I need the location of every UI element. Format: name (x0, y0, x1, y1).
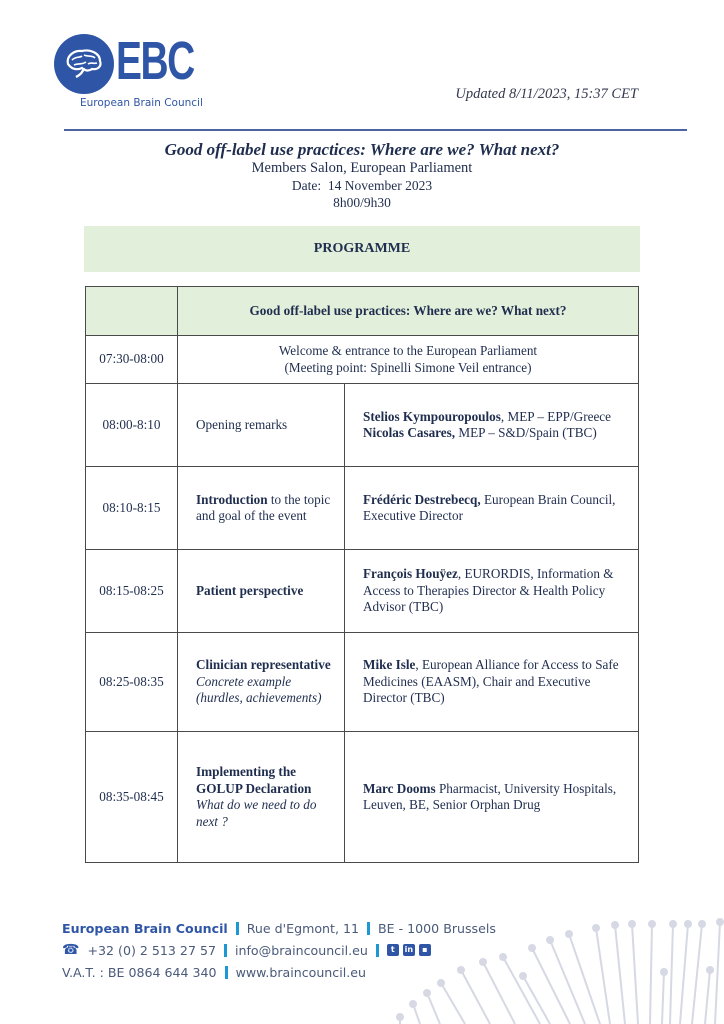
meeting-point-line: (Meeting point: Spinelli Simone Veil entrance) (284, 359, 532, 375)
speaker-cell (345, 467, 639, 550)
event-title-block (0, 140, 724, 211)
footer-address: Rue d'Egmont, 11 (246, 920, 359, 936)
welcome-cell (178, 336, 639, 384)
phone-icon: ☎ (62, 942, 80, 958)
topic-text: to the topic and goal of the event (196, 491, 331, 523)
programme-heading-band (84, 226, 640, 272)
speaker-affiliation: MEP – S&D/Spain (TBC) (455, 425, 597, 440)
footer-row-contact (62, 939, 496, 961)
footer-row-vat (62, 961, 496, 983)
event-title: Good off-label use practices: Where are we? What next? (164, 140, 560, 159)
topic-cell (178, 633, 345, 732)
table-row (86, 633, 639, 732)
footer-phone: +32 (0) 2 513 27 57 (87, 942, 216, 958)
table-row (86, 467, 639, 550)
footer (62, 917, 496, 983)
footer-email[interactable]: info@braincouncil.eu (235, 942, 368, 958)
speaker-cell (345, 633, 639, 732)
speaker-name: Nicolas Casares, (363, 425, 456, 440)
programme-table (85, 286, 639, 863)
updated-timestamp: Updated 8/11/2023, 15:37 CET (455, 86, 638, 102)
topic-bold: Patient perspective (196, 582, 304, 598)
footer-city: BE - 1000 Brussels (378, 920, 496, 936)
footer-separator (225, 966, 228, 979)
footer-separator (236, 922, 239, 935)
table-row (86, 550, 639, 633)
footer-row-address (62, 917, 496, 939)
speaker-affiliation: European Brain Council, Executive Director (363, 491, 616, 523)
brain-logo-icon (54, 34, 114, 94)
speaker-name: Frédéric Destrebecq, (363, 491, 481, 507)
topic-cell (178, 384, 345, 467)
event-time: 8h00/9h30 (333, 195, 391, 210)
speaker-name: Mike Isle (363, 657, 416, 673)
linkedin-icon[interactable]: in (404, 945, 414, 954)
header-divider (64, 129, 687, 131)
topic-cell (178, 550, 345, 633)
youtube-icon[interactable]: ▪ (419, 944, 431, 956)
time-cell: 08:00-8:10 (86, 384, 178, 467)
time-cell: 08:15-08:25 (86, 550, 178, 633)
footer-website[interactable]: www.braincouncil.eu (235, 964, 366, 980)
footer-separator (376, 944, 379, 957)
table-row (86, 732, 639, 863)
programme-heading: PROGRAMME (313, 241, 411, 256)
footer-org: European Brain Council (62, 920, 228, 936)
topic-note: Concrete example (hurdles, achievements) (196, 673, 322, 706)
footer-separator (224, 944, 227, 957)
speaker-name: Marc Dooms (363, 780, 436, 796)
topic-cell (178, 732, 345, 863)
speaker-affiliation: , MEP – EPP/Greece (500, 408, 612, 424)
topic-note: What do we need to do next ? (196, 797, 317, 829)
ebc-logo (54, 31, 203, 114)
twitter-icon[interactable]: t (387, 944, 399, 956)
logo-letters: EBC (116, 31, 194, 91)
event-date: Date: 14 November 2023 (291, 178, 433, 193)
speaker-affiliation: Pharmacist, University Hospitals, Leuven, BE, Senior Orphan Drug (363, 780, 617, 812)
speaker-cell (345, 732, 639, 863)
speaker-cell (345, 384, 639, 467)
topic-text: Opening remarks (196, 416, 288, 432)
time-cell: 07:30-08:00 (86, 336, 178, 384)
table-row (86, 384, 639, 467)
topic-bold: Clinician representative (196, 657, 331, 673)
time-cell: 08:10-8:15 (86, 467, 178, 550)
speaker-affiliation: , European Alliance for Access to Safe Medicines (EAASM), Chair and Executive Director (TBC) (363, 657, 619, 706)
welcome-line: Welcome & entrance to the European Parliament (278, 343, 538, 358)
table-header-row (86, 287, 639, 336)
header-empty-cell (86, 287, 178, 336)
table-title: Good off-label use practices: Where are we? What next? (178, 287, 639, 336)
speaker-name: Stelios Kympouropoulos (363, 408, 501, 424)
time-cell: 08:25-08:35 (86, 633, 178, 732)
time-cell: 08:35-08:45 (86, 732, 178, 863)
social-icons (387, 944, 431, 956)
footer-separator (367, 922, 370, 935)
speaker-affiliation: , EURORDIS, Information & Access to Therapies Director & Health Policy Advisor (TBC) (363, 566, 614, 615)
logo-subtitle: European Brain Council (80, 97, 203, 109)
event-venue: Members Salon, European Parliament (251, 160, 473, 176)
footer-vat: V.A.T. : BE 0864 644 340 (62, 964, 217, 980)
topic-bold: Introduction (196, 491, 268, 507)
table-row (86, 336, 639, 384)
speaker-cell (345, 550, 639, 633)
speaker-name: François Houÿez (363, 566, 458, 582)
topic-cell (178, 467, 345, 550)
topic-bold: Implementing the GOLUP Declaration (196, 764, 312, 796)
